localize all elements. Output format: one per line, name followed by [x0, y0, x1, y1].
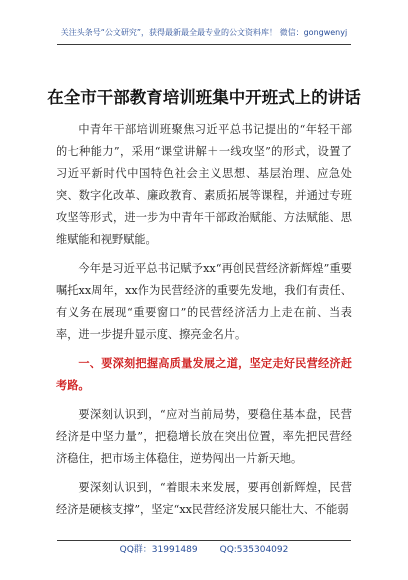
section-heading: 一、要深刻把握高质量发展之道，坚定走好民营经济赶考路。	[56, 357, 352, 392]
footer-qq-group: QQ群：31991489	[119, 545, 198, 555]
body-paragraph: 要深刻认识到，“着眼未来发展，要再创新辉煌，民营经济是硬核支撑”，坚定“xx民营经济发展只能壮大、不能弱	[56, 481, 352, 516]
footer-qq: QQ:535304092	[219, 545, 289, 555]
body-paragraph: 要深刻认识到，“应对当前局势，要稳住基本盘，民营经济是中坚力量”，把稳增长放在突出位置，率先把民营经济稳住，把市场主体稳住，逆势闯出一片新天地。	[56, 408, 352, 465]
body-paragraph: 今年是习近平总书记赋予xx“再创民营经济新辉煌”重要嘱托xx周年，xx作为民营经济的重要先发地，我们有责任、有义务在展现“重要窗口”的民营经济活力上走在前、当表率，进一步提升显示度、擦亮金名片。	[56, 262, 352, 341]
document-body	[56, 119, 352, 528]
document-title: 在全市干部教育培训班集中开班式上的讲话	[47, 88, 361, 107]
page-footer	[57, 540, 351, 559]
page-header	[57, 22, 351, 45]
body-paragraph: 中青年干部培训班聚焦习近平总书记提出的“年轻干部的七种能力”，采用“课堂讲解＋一线攻坚”的形式，设置了习近平新时代中国特色社会主义思想、基层治理、应急处突、数字化改革、廉政教育、素质拓展等课程，并通过专班攻坚等形式，进一步为中青年干部政治赋能、方法赋能、思维赋能和视野赋能。	[56, 123, 352, 246]
header-promo-text: 关注头条号“公文研究”，获得最新最全最专业的公文资料库！ 微信：gongwenyj	[60, 28, 348, 37]
